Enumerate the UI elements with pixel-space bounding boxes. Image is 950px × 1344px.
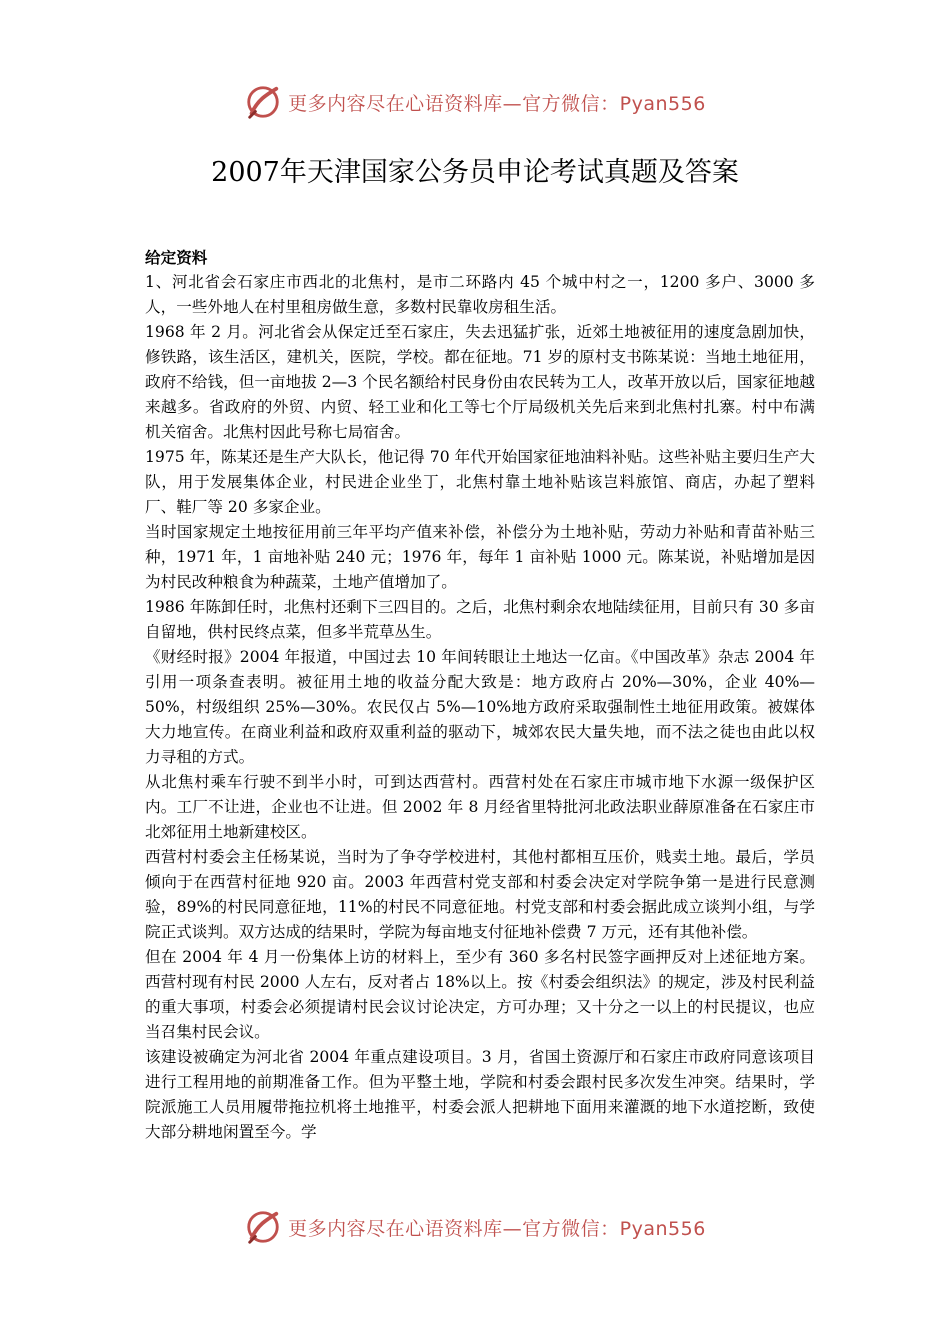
paragraph-6: 《财经时报》2004 年报道，中国过去 10 年间转眼让土地达一亿亩。《中国改革》杂志 2004 年引用一项条查表明。被征用土地的收益分配大致是：地方政府占 20%—30%，企业 40%—50%，村级组织 25%—30%。农民仅占 5%—10%地方政府采取强制性土地征用政策。被媒体大力地宣传。在商业利益和政府双重利益的驱动下，城郊农民大量失地，而不法之徒也由此以权力寻租的方式。	[145, 648, 815, 766]
red-pen-swirl-logo-icon	[244, 83, 282, 121]
document-title: 2007年天津国家公务员申论考试真题及答案	[211, 157, 739, 188]
paragraph-5: 1986 年陈卸任时，北焦村还剩下三四目的。之后，北焦村剩余农地陆续征用，目前只有 30 多亩自留地，供村民终点菜，但多半荒草丛生。	[145, 598, 815, 641]
paragraph-7: 从北焦村乘车行驶不到半小时，可到达西营村。西营村处在石家庄市城市地下水源一级保护区内。工厂不让进，企业也不让进。但 2002 年 8 月经省里特批河北政法职业薛原准备在石家庄市北郊征用土地新建校区。	[145, 773, 815, 841]
document-body	[145, 245, 815, 1145]
banner-text: 更多内容尽在心语资料库—官方微信：Pyan556	[288, 1217, 706, 1240]
footer-watermark-banner	[0, 1205, 950, 1249]
paragraph-4: 当时国家规定土地按征用前三年平均产值来补偿，补偿分为土地补贴，劳动力补贴和青苗补贴三种，1971 年，1 亩地补贴 240 元；1976 年，每年 1 亩补贴 1000 元。陈某说，补贴增加是因为村民改种粮食为种蔬菜，土地产值增加了。	[145, 523, 815, 591]
red-pen-swirl-logo-icon	[244, 1208, 282, 1246]
paragraph-8: 西营村村委会主任杨某说，当时为了争夺学校进村，其他村都相互压价，贱卖土地。最后，学员倾向于在西营村征地 920 亩。2003 年西营村党支部和村委会决定对学院争第一是进行民意测验，89%的村民同意征地，11%的村民不同意征地。村党支部和村委会据此成立谈判小组，与学院正式谈判。双方达成的结果时，学院为每亩地支付征地补偿费 7 万元，还有其他补偿。	[145, 848, 815, 941]
header-watermark-banner	[0, 80, 950, 124]
paragraph-9: 但在 2004 年 4 月一份集体上访的材料上，至少有 360 多名村民签字画押反对上述征地方案。西营村现有村民 2000 人左右，反对者占 18%以上。按《村委会组织法》的规定，涉及村民利益的重大事项，村委会必须提请村民会议讨论决定，方可办理；又十分之一以上的村民提议，也应当召集村民会议。	[145, 948, 815, 1041]
section-heading: 给定资料	[145, 248, 208, 267]
paragraph-3: 1975 年，陈某还是生产大队长，他记得 70 年代开始国家征地油料补贴。这些补贴主要归生产大队，用于发展集体企业，村民进企业坐丁，北焦村靠土地补贴该岂料旅馆、商店，办起了塑料厂、鞋厂等 20 多家企业。	[145, 448, 815, 516]
paragraph-1: 1、河北省会石家庄市西北的北焦村，是市二环路内 45 个城中村之一，1200 多户、3000 多人，一些外地人在村里租房做生意，多数村民靠收房租生活。	[145, 273, 815, 316]
banner-text: 更多内容尽在心语资料库—官方微信：Pyan556	[288, 92, 706, 115]
paragraph-10: 该建设被确定为河北省 2004 年重点建设项目。3 月，省国土资源厅和石家庄市政府同意该项目进行工程用地的前期准备工作。但为平整土地，学院和村委会跟村民多次发生冲突。结果时，学院派施工人员用履带拖拉机将土地推平，村委会派人把耕地下面用来灌溉的地下水道挖断，致使大部分耕地闲置至今。学	[145, 1048, 815, 1141]
paragraph-2: 1968 年 2 月。河北省会从保定迁至石家庄，失去迅猛扩张，近郊土地被征用的速度急剧加快，修铁路，该生活区，建机关，医院，学校。都在征地。71 岁的原村支书陈某说：当地土地征用，政府不给钱，但一亩地拔 2—3 个民名额给村民身份由农民转为工人，改革开放以后，国家征地越来越多。省政府的外贸、内贸、轻工业和化工等七个厅局级机关先后来到北焦村扎寨。村中布满机关宿舍。北焦村因此号称七局宿舍。	[145, 323, 815, 441]
